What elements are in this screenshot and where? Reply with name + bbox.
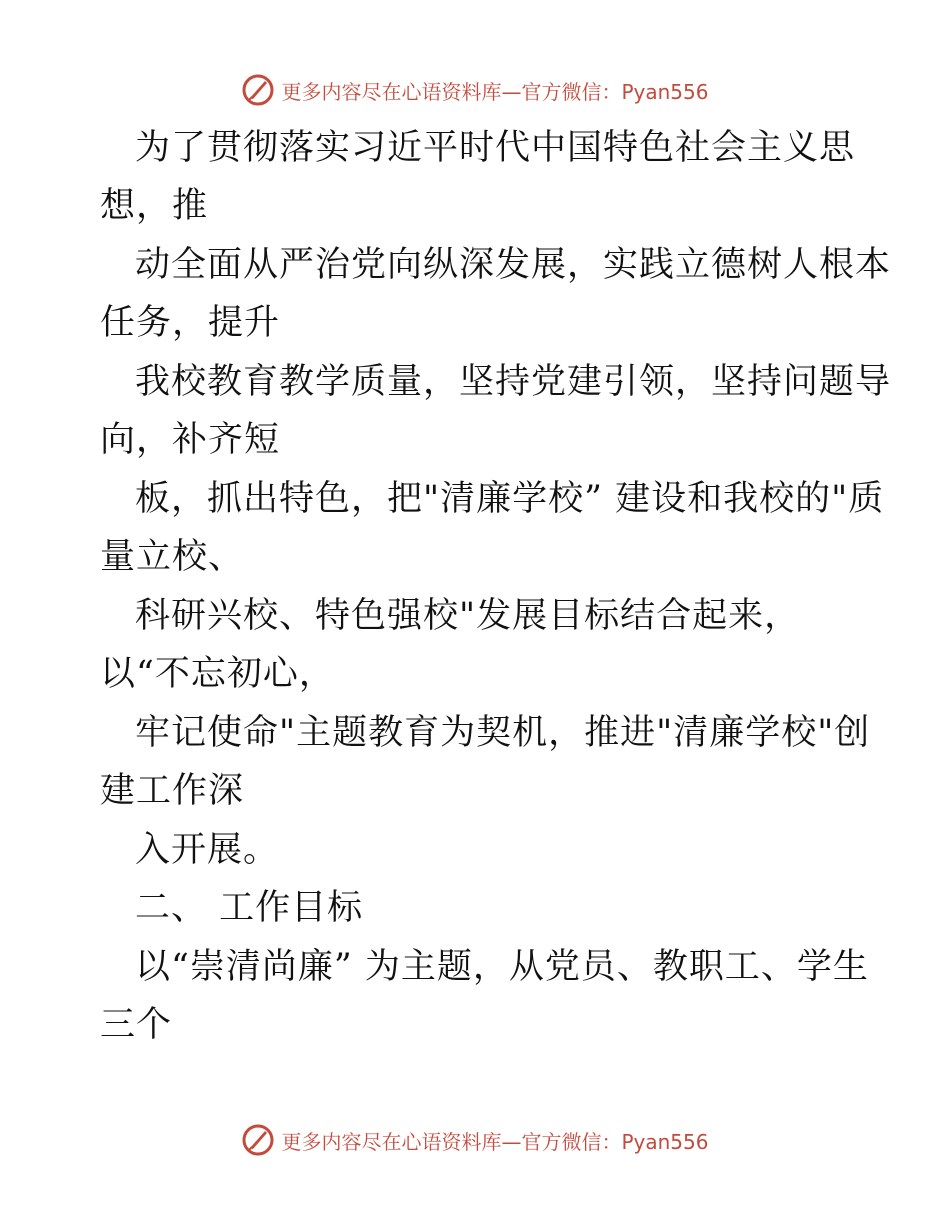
header-watermark-text: 更多内容尽在心语资料库—官方微信：Pyan556	[281, 79, 709, 104]
footer-watermark-text: 更多内容尽在心语资料库—官方微信：Pyan556	[281, 1129, 709, 1154]
quill-logo-icon	[241, 1123, 275, 1157]
body-line-10: 以“不忘初心，	[100, 654, 335, 694]
body-line-16: 三个	[100, 1005, 173, 1045]
body-line-1: 为了贯彻落实习近平时代中国特色社会主义思	[135, 128, 856, 168]
body-line-13: 入开展。	[135, 830, 280, 870]
body-line-2: 想，推	[100, 186, 209, 226]
footer-watermark	[0, 1120, 950, 1160]
body-line-9: 科研兴校、特色强校"发展目标结合起来，	[135, 596, 801, 636]
body-line-8: 量立校、	[100, 537, 245, 577]
body-line-3: 动全面从严治党向纵深发展，实践立德树人根本	[135, 245, 892, 285]
body-line-4: 任务，提升	[100, 303, 281, 343]
body-line-12: 建工作深	[100, 771, 245, 811]
body-line-5: 我校教育教学质量，坚持党建引领，坚持问题导	[135, 362, 892, 402]
body-line-15: 以“崇清尚廉” 为主题，从党员、教职工、学生	[135, 947, 869, 987]
section-heading: 二、 工作目标	[135, 888, 364, 928]
body-line-6: 向，补齐短	[100, 420, 281, 460]
body-line-7: 板，抓出特色，把"清廉学校” 建设和我校的"质	[135, 479, 885, 519]
body-line-11: 牢记使命"主题教育为契机，推进"清廉学校"创	[135, 713, 871, 753]
